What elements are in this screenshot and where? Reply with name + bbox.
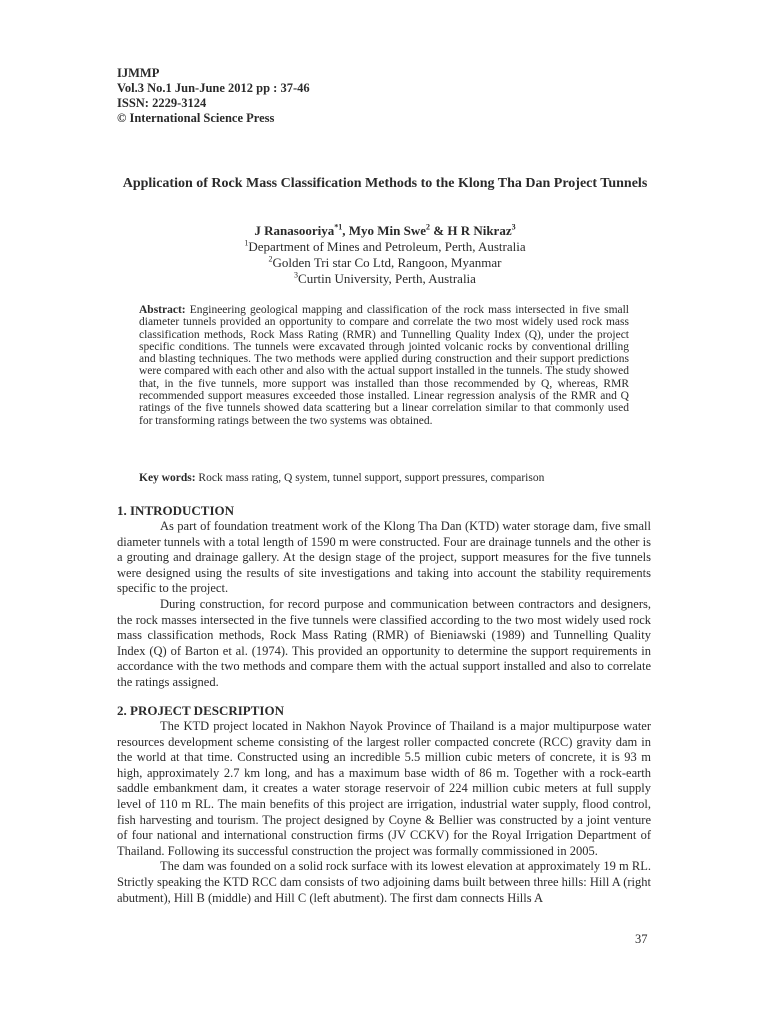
section-heading: 1. INTRODUCTION	[117, 503, 235, 518]
affiliation-superscript: 3	[294, 270, 299, 280]
abstract-text: Engineering geological mapping and classification of the rock mass intersected in five small diameter tunnels provided an opportunity to compare and correlate the two most widely used rock mass classification methods, Rock Mass Rating (RMR) and Tunnelling Quality Index (Q), under the project specific conditions. The tunnels were excavated through jointed volcanic rocks by conventional drilling and blasting techniques. The two methods were applied during construction and their support predictions were compared with each other and also with the actual support installed in the tunnels. The study showed that, in the five tunnels, more support was installed than those recommended by Q, whereas, RMR recommended support measures exceeded those installed. Linear regression analysis of the RMR and Q ratings of the five tunnels showed data scattering but a linear correlation similar to that commonly used for transforming ratings between the two systems was obtained.	[139, 304, 630, 427]
author-name: J Ranasooriya	[254, 223, 335, 238]
paragraph: During construction, for record purpose and communication between contractors and designers, the rock masses intersected in the five tunnels were classified according to the two most widely used rock mass classification methods, Rock Mass Rating (RMR) of Bieniawski (1989) and Tunnelling Quality Index (Q) of Barton et al. (1974). This provided an opportunity to determine the support requirements in accordance with the two methods and compare them with the actual support installed and also to correlate the ratings assigned.	[117, 596, 651, 689]
section-body	[117, 719, 651, 906]
keywords-label: Key words:	[139, 472, 196, 484]
affiliation	[117, 255, 653, 271]
affiliation-text: Department of Mines and Petroleum, Perth, Australia	[248, 239, 526, 254]
affiliation	[117, 271, 653, 287]
author-superscript: *1	[334, 222, 343, 232]
affiliation-text: Golden Tri star Co Ltd, Rangoon, Myanmar	[272, 255, 502, 270]
author-superscript: 2	[425, 222, 430, 232]
author-block	[117, 223, 653, 287]
journal-volume: Vol.3 No.1 Jun-June 2012 pp : 37-46	[117, 81, 310, 95]
author-names	[117, 223, 653, 239]
affiliation-text: Curtin University, Perth, Australia	[298, 271, 476, 286]
paragraph: As part of foundation treatment work of the Klong Tha Dan (KTD) water storage dam, five small diameter tunnels with a total length of 1590 m were constructed. Four are drainage tunnels and the other is a grouting and drainage gallery. At the design stage of the project, support measures for the five tunnels were designed using the results of site investigations and taking into account the stability requirements specific to the project.	[117, 519, 651, 596]
author-name: Myo Min Swe	[348, 223, 426, 238]
abstract-label: Abstract:	[139, 304, 186, 316]
paragraph: The dam was founded on a solid rock surface with its lowest elevation at approximately 19 m RL. Strictly speaking the KTD RCC dam consists of two adjoining dams built between three hills: Hill A (right abutment), Hill B (middle) and Hill C (left abutment). The first dam connects Hills A	[117, 859, 651, 905]
author-separator: &	[429, 223, 448, 238]
section-heading: 2. PROJECT DESCRIPTION	[117, 703, 284, 718]
keywords-text: Rock mass rating, Q system, tunnel support, support pressures, comparison	[198, 472, 545, 484]
section-body	[117, 519, 651, 691]
affiliation	[117, 239, 653, 255]
paper-title: Application of Rock Mass Classification Methods to the Klong Tha Dan Project Tunnels	[122, 176, 648, 191]
author-name: H R Nikraz	[447, 223, 512, 238]
keywords	[139, 472, 629, 485]
journal-name: IJMMP	[117, 66, 160, 80]
journal-header	[117, 66, 310, 126]
abstract	[139, 304, 629, 427]
page-number: 37	[635, 932, 648, 946]
affiliation-superscript: 2	[268, 254, 273, 264]
affiliation-superscript: 1	[244, 238, 249, 248]
author-separator: ,	[342, 223, 349, 238]
paragraph: The KTD project located in Nakhon Nayok Province of Thailand is a major multipurpose water resources development scheme consisting of the largest roller compacted concrete (RCC) gravity dam in the world at that time. Constructed using an incredible 5.5 million cubic meters of concrete, it is 93 m high, approximately 2.7 km long, and has a maximum base width of 86 m. Together with a rock-earth saddle embankment dam, it creates a water storage reservoir of 224 million cubic meters at full supply level of 110 m RL. The main benefits of this project are irrigation, industrial water supply, flood control, fish harvesting and tourism. The project designed by Coyne & Bellier was constructed by a joint venture of four national and international construction firms (JV CCKV) for the Royal Irrigation Department of Thailand. Following its successful construction the project was formally commissioned in 2005.	[117, 719, 651, 858]
journal-issn: ISSN: 2229-3124	[117, 96, 207, 110]
journal-publisher: © International Science Press	[117, 111, 275, 125]
author-superscript: 3	[511, 222, 516, 232]
